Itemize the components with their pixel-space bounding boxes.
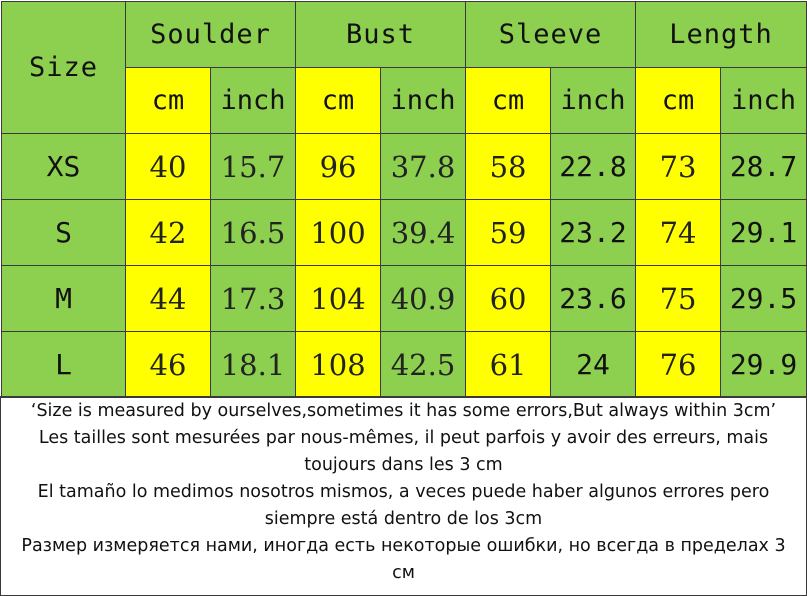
table-cell: 96: [296, 134, 381, 200]
table-cell: 17.3: [211, 266, 296, 332]
size-label: M: [2, 266, 126, 332]
table-cell: 46: [126, 332, 211, 398]
unit-header: inch: [551, 68, 636, 134]
note-russian-line-1: Размер измеряется нами, иногда есть некоторые ошибки, но всегда в пределах 3: [21, 536, 786, 556]
table-cell: 75: [636, 266, 721, 332]
table-row: [2, 332, 807, 398]
table-cell: 76: [636, 332, 721, 398]
table-cell: 58: [466, 134, 551, 200]
unit-header: cm: [126, 68, 211, 134]
table-cell: 42.5: [381, 332, 466, 398]
table-cell: 44: [126, 266, 211, 332]
table-cell: 29.1: [721, 200, 807, 266]
size-header: Size: [2, 2, 126, 134]
group-header-shoulder: Soulder: [126, 2, 296, 68]
note-french-line-2: toujours dans les 3 cm: [304, 455, 503, 475]
table-cell: 29.9: [721, 332, 807, 398]
table-cell: 100: [296, 200, 381, 266]
table-cell: 29.5: [721, 266, 807, 332]
table-cell: 23.2: [551, 200, 636, 266]
table-cell: 74: [636, 200, 721, 266]
size-label: XS: [2, 134, 126, 200]
table-cell: 40: [126, 134, 211, 200]
unit-header: cm: [296, 68, 381, 134]
table-row: [2, 200, 807, 266]
note-spanish-line-1: El tamaño lo medimos nosotros mismos, a veces puede haber algunos errores pero: [37, 482, 770, 502]
note-english: ‘Size is measured by ourselves,sometimes it has some errors,But always within 3cm’: [30, 401, 777, 421]
table-cell: 37.8: [381, 134, 466, 200]
table-cell: 24: [551, 332, 636, 398]
table-cell: 28.7: [721, 134, 807, 200]
table-cell: 104: [296, 266, 381, 332]
note-french-line-1: Les tailles sont mesurées par nous-mêmes, il peut parfois y avoir des erreurs, mais: [38, 428, 769, 448]
group-header-length: Length: [636, 2, 807, 68]
measurement-note: [0, 396, 807, 596]
table-cell: 22.8: [551, 134, 636, 200]
unit-header: cm: [636, 68, 721, 134]
size-table: [1, 1, 807, 398]
table-row: [2, 266, 807, 332]
table-cell: 60: [466, 266, 551, 332]
note-russian-line-2: см: [392, 563, 415, 583]
table-cell: 15.7: [211, 134, 296, 200]
unit-header: cm: [466, 68, 551, 134]
table-cell: 23.6: [551, 266, 636, 332]
table-cell: 18.1: [211, 332, 296, 398]
table-cell: 73: [636, 134, 721, 200]
table-cell: 16.5: [211, 200, 296, 266]
table-cell: 108: [296, 332, 381, 398]
size-label: L: [2, 332, 126, 398]
table-cell: 39.4: [381, 200, 466, 266]
note-spanish-line-2: siempre está dentro de los 3cm: [264, 509, 543, 529]
size-label: S: [2, 200, 126, 266]
unit-header: inch: [211, 68, 296, 134]
table-cell: 61: [466, 332, 551, 398]
unit-header: inch: [381, 68, 466, 134]
table-cell: 40.9: [381, 266, 466, 332]
table-cell: 59: [466, 200, 551, 266]
header-row-groups: [2, 2, 807, 68]
table-cell: 42: [126, 200, 211, 266]
unit-header: inch: [721, 68, 807, 134]
group-header-sleeve: Sleeve: [466, 2, 636, 68]
table-row: [2, 134, 807, 200]
group-header-bust: Bust: [296, 2, 466, 68]
